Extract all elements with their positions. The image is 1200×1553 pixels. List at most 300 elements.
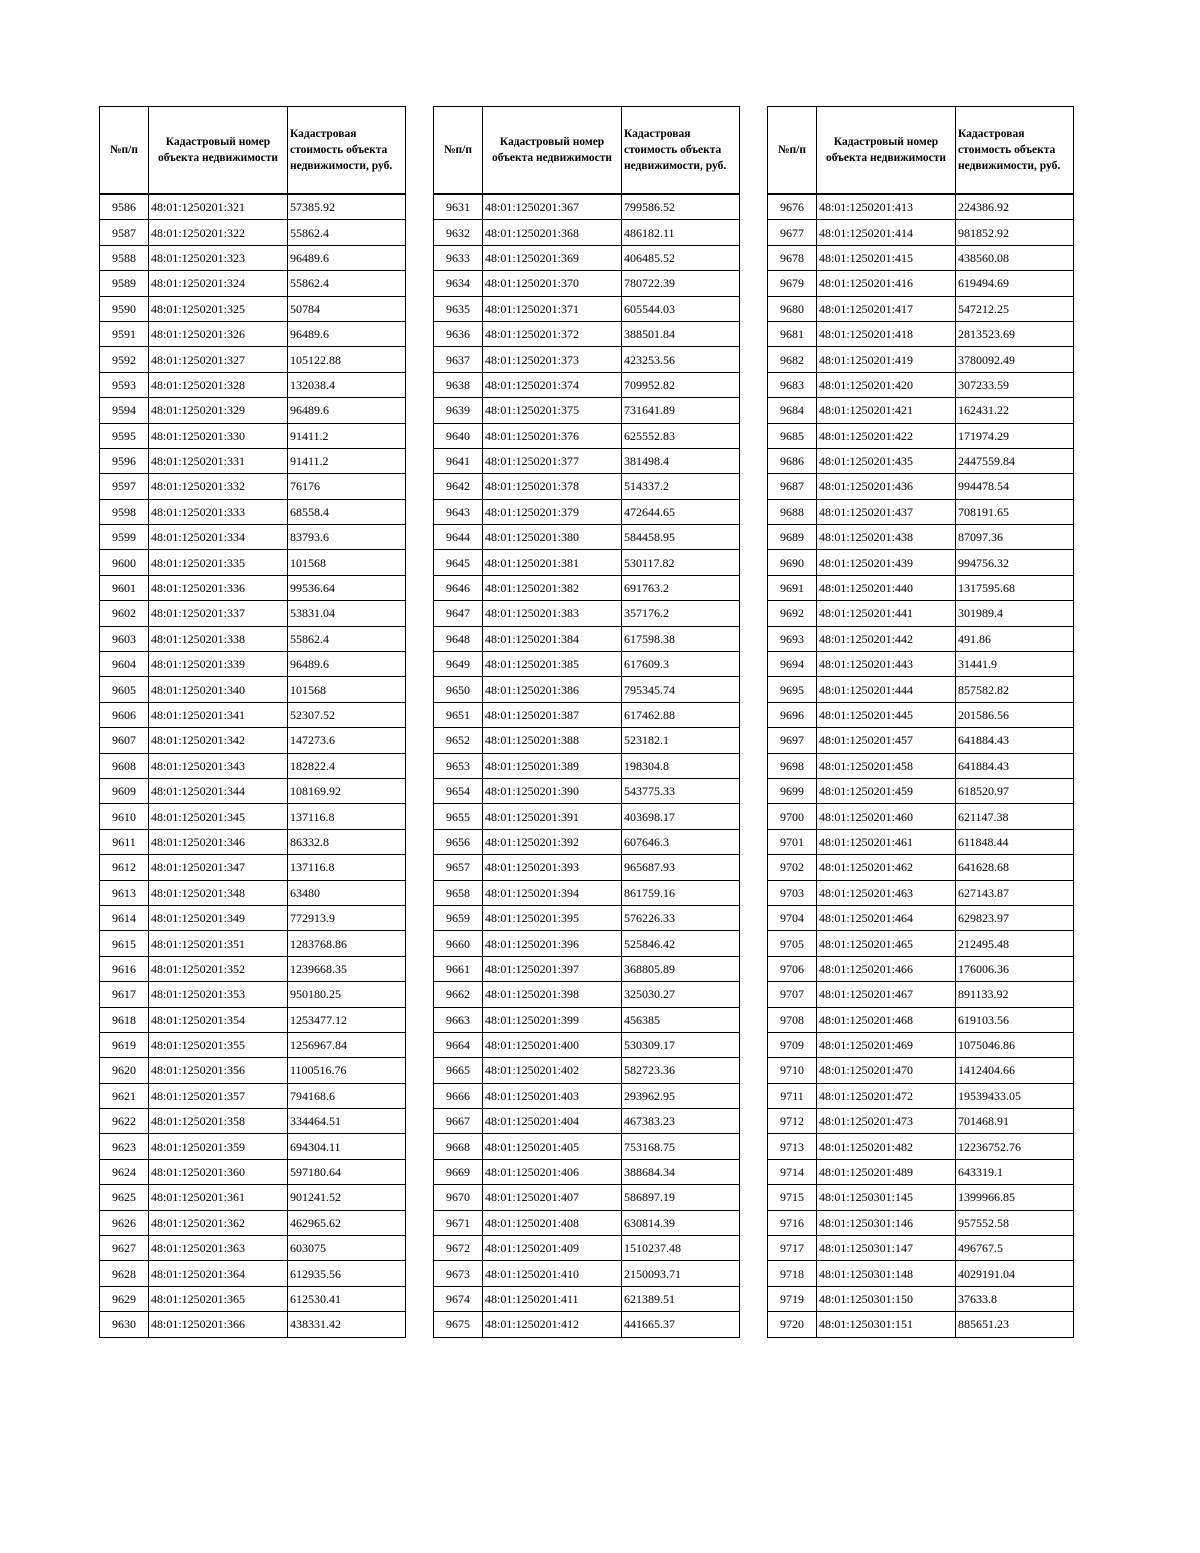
table-row [434, 931, 740, 956]
cadastral-number: 48:01:1250301:146 [817, 1210, 956, 1235]
table-row [100, 626, 406, 651]
cadastral-value: 2447559.84 [956, 448, 1074, 473]
cadastral-value: 861759.16 [622, 880, 740, 905]
cadastral-value: 368805.89 [622, 956, 740, 981]
table-row [100, 296, 406, 321]
row-number: 9662 [434, 982, 483, 1007]
cadastral-value: 50784 [288, 296, 406, 321]
row-number: 9668 [434, 1134, 483, 1159]
cadastral-value: 1317595.68 [956, 575, 1074, 600]
table-row [434, 1083, 740, 1108]
row-number: 9621 [100, 1083, 149, 1108]
table-row [768, 423, 1074, 448]
row-number: 9699 [768, 778, 817, 803]
table-row [434, 296, 740, 321]
cadastral-number: 48:01:1250201:394 [483, 880, 622, 905]
row-number: 9617 [100, 982, 149, 1007]
cadastral-number: 48:01:1250201:378 [483, 474, 622, 499]
cadastral-value: 586897.19 [622, 1185, 740, 1210]
cadastral-number: 48:01:1250201:338 [149, 626, 288, 651]
row-number: 9702 [768, 855, 817, 880]
table-row [100, 525, 406, 550]
cadastral-number: 48:01:1250201:405 [483, 1134, 622, 1159]
cadastral-number: 48:01:1250201:441 [817, 601, 956, 626]
row-number: 9623 [100, 1134, 149, 1159]
row-number: 9710 [768, 1058, 817, 1083]
cadastral-number: 48:01:1250201:408 [483, 1210, 622, 1235]
table-row [100, 1210, 406, 1235]
cadastral-value: 438331.42 [288, 1312, 406, 1337]
cadastral-value: 709952.82 [622, 372, 740, 397]
cadastral-value: 137116.8 [288, 804, 406, 829]
table-row [768, 1286, 1074, 1311]
row-number: 9649 [434, 652, 483, 677]
cadastral-value: 621147.38 [956, 804, 1074, 829]
cadastral-number: 48:01:1250201:376 [483, 423, 622, 448]
cadastral-number: 48:01:1250201:339 [149, 652, 288, 677]
table-row [434, 702, 740, 727]
cadastral-value: 96489.6 [288, 321, 406, 346]
row-number: 9654 [434, 778, 483, 803]
cadastral-value: 629823.97 [956, 905, 1074, 930]
row-number: 9711 [768, 1083, 817, 1108]
cadastral-number: 48:01:1250201:420 [817, 372, 956, 397]
row-number: 9622 [100, 1109, 149, 1134]
header-cadastral-number: Кадастровый номер объекта недвижимости [483, 107, 622, 195]
cadastral-number: 48:01:1250201:340 [149, 677, 288, 702]
table-row [434, 1286, 740, 1311]
cadastral-value: 403698.17 [622, 804, 740, 829]
cadastral-value: 965687.93 [622, 855, 740, 880]
row-number: 9615 [100, 931, 149, 956]
cadastral-number: 48:01:1250201:373 [483, 347, 622, 372]
cadastral-value: 96489.6 [288, 398, 406, 423]
cadastral-value: 901241.52 [288, 1185, 406, 1210]
cadastral-number: 48:01:1250201:365 [149, 1286, 288, 1311]
cadastral-value: 994478.54 [956, 474, 1074, 499]
cadastral-number: 48:01:1250201:383 [483, 601, 622, 626]
cadastral-value: 891133.92 [956, 982, 1074, 1007]
cadastral-number: 48:01:1250201:368 [483, 220, 622, 245]
row-number: 9707 [768, 982, 817, 1007]
cadastral-number: 48:01:1250201:379 [483, 499, 622, 524]
cadastral-number: 48:01:1250201:482 [817, 1134, 956, 1159]
row-number: 9618 [100, 1007, 149, 1032]
table-row [100, 423, 406, 448]
table-row [100, 499, 406, 524]
table-row [100, 880, 406, 905]
cadastral-number: 48:01:1250301:145 [817, 1185, 956, 1210]
cadastral-number: 48:01:1250201:422 [817, 423, 956, 448]
cadastral-value: 472644.65 [622, 499, 740, 524]
cadastral-value: 212495.48 [956, 931, 1074, 956]
table-row [100, 1159, 406, 1184]
table-row [100, 1286, 406, 1311]
row-number: 9642 [434, 474, 483, 499]
cadastral-number: 48:01:1250201:407 [483, 1185, 622, 1210]
cadastral-value: 467383.23 [622, 1109, 740, 1134]
table-row [434, 677, 740, 702]
row-number: 9697 [768, 728, 817, 753]
row-number: 9645 [434, 550, 483, 575]
cadastral-number: 48:01:1250201:356 [149, 1058, 288, 1083]
table-row [434, 1261, 740, 1286]
cadastral-number: 48:01:1250201:438 [817, 525, 956, 550]
table-row [768, 1134, 1074, 1159]
table-row [768, 804, 1074, 829]
cadastral-value: 772913.9 [288, 905, 406, 930]
table-row [768, 525, 1074, 550]
cadastral-value: 523182.1 [622, 728, 740, 753]
table-row [768, 296, 1074, 321]
table-row [768, 1159, 1074, 1184]
table-row [434, 1159, 740, 1184]
table-row [768, 499, 1074, 524]
row-number: 9696 [768, 702, 817, 727]
cadastral-value: 182822.4 [288, 753, 406, 778]
row-number: 9640 [434, 423, 483, 448]
row-number: 9606 [100, 702, 149, 727]
cadastral-value: 612935.56 [288, 1261, 406, 1286]
cadastral-number: 48:01:1250201:463 [817, 880, 956, 905]
row-number: 9634 [434, 271, 483, 296]
row-number: 9718 [768, 1261, 817, 1286]
cadastral-number: 48:01:1250201:437 [817, 499, 956, 524]
cadastral-number: 48:01:1250201:377 [483, 448, 622, 473]
cadastral-number: 48:01:1250201:439 [817, 550, 956, 575]
row-number: 9639 [434, 398, 483, 423]
cadastral-value: 87097.36 [956, 525, 1074, 550]
table-row [434, 194, 740, 220]
row-number: 9620 [100, 1058, 149, 1083]
cadastral-value: 301989.4 [956, 601, 1074, 626]
cadastral-number: 48:01:1250201:370 [483, 271, 622, 296]
table-row [100, 982, 406, 1007]
row-number: 9652 [434, 728, 483, 753]
row-number: 9669 [434, 1159, 483, 1184]
cadastral-number: 48:01:1250201:419 [817, 347, 956, 372]
cadastral-number: 48:01:1250201:400 [483, 1032, 622, 1057]
cadastral-value: 627143.87 [956, 880, 1074, 905]
row-number: 9597 [100, 474, 149, 499]
header-cadastral-number: Кадастровый номер объекта недвижимости [817, 107, 956, 195]
table-row [100, 474, 406, 499]
cadastral-value: 643319.1 [956, 1159, 1074, 1184]
cadastral-value: 86332.8 [288, 829, 406, 854]
cadastral-number: 48:01:1250301:150 [817, 1286, 956, 1311]
cadastral-number: 48:01:1250201:465 [817, 931, 956, 956]
cadastral-number: 48:01:1250201:402 [483, 1058, 622, 1083]
row-number: 9673 [434, 1261, 483, 1286]
row-number: 9706 [768, 956, 817, 981]
cadastral-value: 388684.34 [622, 1159, 740, 1184]
cadastral-number: 48:01:1250201:330 [149, 423, 288, 448]
table-row [768, 1083, 1074, 1108]
header-number: №п/п [768, 107, 817, 195]
cadastral-value: 4029191.04 [956, 1261, 1074, 1286]
cadastral-number: 48:01:1250201:399 [483, 1007, 622, 1032]
row-number: 9694 [768, 652, 817, 677]
row-number: 9684 [768, 398, 817, 423]
cadastral-number: 48:01:1250201:382 [483, 575, 622, 600]
table-row [100, 372, 406, 397]
table-row [768, 982, 1074, 1007]
cadastral-value: 731641.89 [622, 398, 740, 423]
row-number: 9700 [768, 804, 817, 829]
cadastral-number: 48:01:1250201:418 [817, 321, 956, 346]
cadastral-number: 48:01:1250201:417 [817, 296, 956, 321]
table-row [768, 601, 1074, 626]
table-row [434, 423, 740, 448]
row-number: 9660 [434, 931, 483, 956]
row-number: 9611 [100, 829, 149, 854]
cadastral-number: 48:01:1250201:375 [483, 398, 622, 423]
row-number: 9657 [434, 855, 483, 880]
row-number: 9661 [434, 956, 483, 981]
cadastral-number: 48:01:1250201:440 [817, 575, 956, 600]
row-number: 9602 [100, 601, 149, 626]
cadastral-number: 48:01:1250301:151 [817, 1312, 956, 1337]
table-row [768, 474, 1074, 499]
row-number: 9685 [768, 423, 817, 448]
row-number: 9594 [100, 398, 149, 423]
row-number: 9664 [434, 1032, 483, 1057]
table-row [768, 829, 1074, 854]
cadastral-number: 48:01:1250201:398 [483, 982, 622, 1007]
cadastral-value: 83793.6 [288, 525, 406, 550]
cadastral-number: 48:01:1250201:396 [483, 931, 622, 956]
table-row [768, 1109, 1074, 1134]
cadastral-number: 48:01:1250201:470 [817, 1058, 956, 1083]
table-row [434, 753, 740, 778]
row-number: 9679 [768, 271, 817, 296]
cadastral-value: 641884.43 [956, 728, 1074, 753]
row-number: 9714 [768, 1159, 817, 1184]
cadastral-value: 625552.83 [622, 423, 740, 448]
row-number: 9687 [768, 474, 817, 499]
table-row [100, 829, 406, 854]
table-row [768, 626, 1074, 651]
cadastral-number: 48:01:1250201:371 [483, 296, 622, 321]
cadastral-number: 48:01:1250201:391 [483, 804, 622, 829]
cadastral-number: 48:01:1250201:397 [483, 956, 622, 981]
row-number: 9701 [768, 829, 817, 854]
table-row [768, 321, 1074, 346]
table-row [434, 1032, 740, 1057]
cadastral-value: 514337.2 [622, 474, 740, 499]
row-number: 9646 [434, 575, 483, 600]
cadastral-number: 48:01:1250201:347 [149, 855, 288, 880]
cadastral-value: 641884.43 [956, 753, 1074, 778]
cadastral-value: 780722.39 [622, 271, 740, 296]
table-row [434, 575, 740, 600]
row-number: 9666 [434, 1083, 483, 1108]
table-body [434, 194, 740, 1337]
cadastral-value: 3780092.49 [956, 347, 1074, 372]
table-row [434, 321, 740, 346]
cadastral-value: 55862.4 [288, 626, 406, 651]
table-row [100, 1058, 406, 1083]
cadastral-value: 198304.8 [622, 753, 740, 778]
row-number: 9678 [768, 245, 817, 270]
cadastral-value: 334464.51 [288, 1109, 406, 1134]
cadastral-value: 617462.88 [622, 702, 740, 727]
cadastral-number: 48:01:1250301:147 [817, 1236, 956, 1261]
row-number: 9590 [100, 296, 149, 321]
table-row [434, 1007, 740, 1032]
row-number: 9605 [100, 677, 149, 702]
cadastral-number: 48:01:1250201:321 [149, 194, 288, 220]
row-number: 9717 [768, 1236, 817, 1261]
table-row [100, 1007, 406, 1032]
table-row [434, 1185, 740, 1210]
table-row [434, 347, 740, 372]
cadastral-number: 48:01:1250201:489 [817, 1159, 956, 1184]
row-number: 9650 [434, 677, 483, 702]
table-row [434, 956, 740, 981]
cadastral-value: 491.86 [956, 626, 1074, 651]
table-row [100, 575, 406, 600]
cadastral-number: 48:01:1250201:369 [483, 245, 622, 270]
row-number: 9693 [768, 626, 817, 651]
table-row [434, 1312, 740, 1337]
table-row [434, 1210, 740, 1235]
table-row [434, 499, 740, 524]
row-number: 9607 [100, 728, 149, 753]
row-number: 9698 [768, 753, 817, 778]
table-row [100, 855, 406, 880]
cadastral-number: 48:01:1250201:348 [149, 880, 288, 905]
row-number: 9688 [768, 499, 817, 524]
cadastral-value: 406485.52 [622, 245, 740, 270]
cadastral-value: 641628.68 [956, 855, 1074, 880]
row-number: 9647 [434, 601, 483, 626]
table-row [434, 220, 740, 245]
cadastral-value: 496767.5 [956, 1236, 1074, 1261]
table-row [434, 245, 740, 270]
table-row [768, 347, 1074, 372]
table-row [100, 1236, 406, 1261]
cadastral-value: 53831.04 [288, 601, 406, 626]
row-number: 9690 [768, 550, 817, 575]
cadastral-value: 1412404.66 [956, 1058, 1074, 1083]
header-number: №п/п [100, 107, 149, 195]
cadastral-number: 48:01:1250201:444 [817, 677, 956, 702]
table-row [768, 1261, 1074, 1286]
table-row [768, 398, 1074, 423]
cadastral-value: 694304.11 [288, 1134, 406, 1159]
cadastral-value: 388501.84 [622, 321, 740, 346]
row-number: 9609 [100, 778, 149, 803]
cadastral-value: 147273.6 [288, 728, 406, 753]
cadastral-number: 48:01:1250201:464 [817, 905, 956, 930]
cadastral-value: 19539433.05 [956, 1083, 1074, 1108]
header-cadastral-value: Кадастровая стоимость объекта недвижимости, руб. [956, 107, 1074, 195]
row-number: 9675 [434, 1312, 483, 1337]
row-number: 9593 [100, 372, 149, 397]
cadastral-value: 576226.33 [622, 905, 740, 930]
row-number: 9631 [434, 194, 483, 220]
table-row [768, 1312, 1074, 1337]
header-cadastral-value: Кадастровая стоимость объекта недвижимости, руб. [288, 107, 406, 195]
table-row [434, 398, 740, 423]
cadastral-table-2 [433, 106, 740, 1338]
row-number: 9715 [768, 1185, 817, 1210]
cadastral-value: 1510237.48 [622, 1236, 740, 1261]
row-number: 9598 [100, 499, 149, 524]
table-row [100, 601, 406, 626]
row-number: 9624 [100, 1159, 149, 1184]
cadastral-value: 224386.92 [956, 194, 1074, 220]
table-row [100, 245, 406, 270]
cadastral-value: 162431.22 [956, 398, 1074, 423]
row-number: 9704 [768, 905, 817, 930]
cadastral-number: 48:01:1250201:344 [149, 778, 288, 803]
cadastral-number: 48:01:1250201:374 [483, 372, 622, 397]
row-number: 9603 [100, 626, 149, 651]
cadastral-number: 48:01:1250201:388 [483, 728, 622, 753]
cadastral-value: 132038.4 [288, 372, 406, 397]
cadastral-value: 55862.4 [288, 271, 406, 296]
row-number: 9695 [768, 677, 817, 702]
table-row [100, 347, 406, 372]
cadastral-value: 2813523.69 [956, 321, 1074, 346]
cadastral-number: 48:01:1250201:473 [817, 1109, 956, 1134]
cadastral-value: 325030.27 [622, 982, 740, 1007]
row-number: 9653 [434, 753, 483, 778]
cadastral-number: 48:01:1250201:333 [149, 499, 288, 524]
table-row [768, 753, 1074, 778]
cadastral-table-3 [767, 106, 1074, 1338]
row-number: 9705 [768, 931, 817, 956]
header-number: №п/п [434, 107, 483, 195]
row-number: 9592 [100, 347, 149, 372]
cadastral-number: 48:01:1250201:412 [483, 1312, 622, 1337]
cadastral-number: 48:01:1250201:415 [817, 245, 956, 270]
cadastral-value: 12236752.76 [956, 1134, 1074, 1159]
cadastral-number: 48:01:1250201:366 [149, 1312, 288, 1337]
row-number: 9629 [100, 1286, 149, 1311]
cadastral-number: 48:01:1250201:323 [149, 245, 288, 270]
cadastral-value: 547212.25 [956, 296, 1074, 321]
table-row [100, 1109, 406, 1134]
table-row [768, 1058, 1074, 1083]
cadastral-value: 950180.25 [288, 982, 406, 1007]
table-row [768, 194, 1074, 220]
cadastral-value: 1283768.86 [288, 931, 406, 956]
table-row [434, 1236, 740, 1261]
cadastral-value: 31441.9 [956, 652, 1074, 677]
cadastral-value: 618520.97 [956, 778, 1074, 803]
cadastral-value: 1256967.84 [288, 1032, 406, 1057]
cadastral-value: 597180.64 [288, 1159, 406, 1184]
row-number: 9712 [768, 1109, 817, 1134]
cadastral-number: 48:01:1250201:341 [149, 702, 288, 727]
cadastral-value: 96489.6 [288, 652, 406, 677]
cadastral-value: 957552.58 [956, 1210, 1074, 1235]
table-row [100, 956, 406, 981]
table-row [100, 220, 406, 245]
table-header-row [768, 107, 1074, 195]
cadastral-number: 48:01:1250201:467 [817, 982, 956, 1007]
table-row [434, 905, 740, 930]
table-row [100, 652, 406, 677]
cadastral-value: 105122.88 [288, 347, 406, 372]
row-number: 9708 [768, 1007, 817, 1032]
cadastral-number: 48:01:1250201:331 [149, 448, 288, 473]
cadastral-number: 48:01:1250201:404 [483, 1109, 622, 1134]
cadastral-number: 48:01:1250201:458 [817, 753, 956, 778]
